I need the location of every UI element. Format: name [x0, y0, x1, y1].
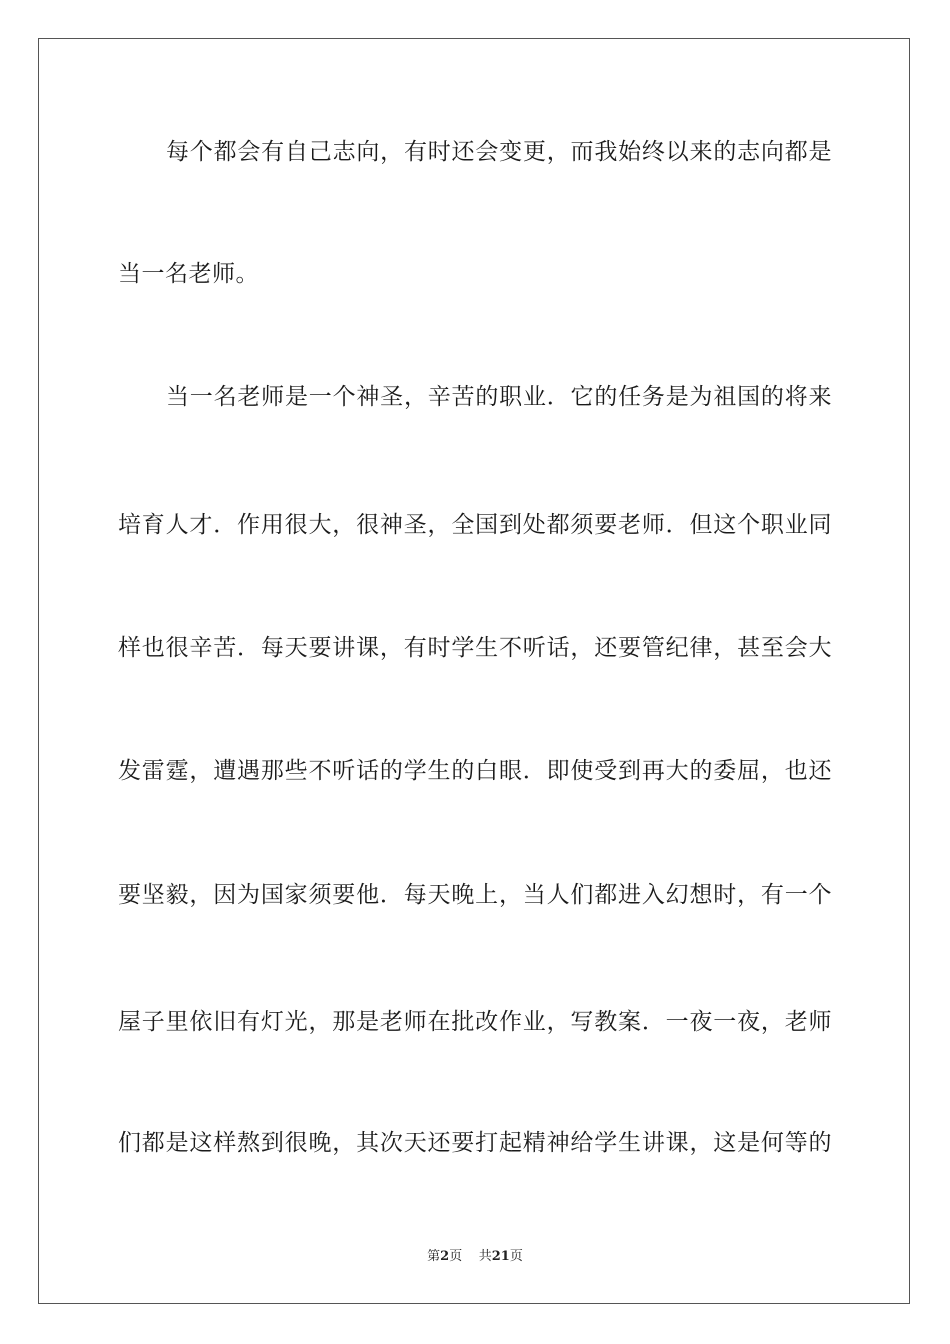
paragraph-1-line-1: 每个都会有自己志向，有时还会变更，而我始终以来的志向都是 [166, 139, 832, 165]
paragraph-1-line-2: 当一名老师。 [118, 261, 259, 287]
paragraph-2-line-7: 们都是这样熬到很晚，其次天还要打起精神给学生讲课，这是何等的 [118, 1130, 832, 1156]
footer-total-suffix: 页 [509, 1249, 523, 1264]
footer-page-suffix: 页 [449, 1249, 463, 1264]
paragraph-2-line-5: 要坚毅，因为国家须要他．每天晚上，当人们都进入幻想时，有一个 [118, 882, 832, 908]
paragraph-2-line-2: 培育人才．作用很大，很神圣，全国到处都须要老师．但这个职业同 [118, 512, 832, 538]
page-footer [0, 1248, 950, 1266]
footer-page-current: 2 [440, 1249, 450, 1264]
paragraph-2-line-4: 发雷霆，遭遇那些不听话的学生的白眼．即使受到再大的委屈，也还 [118, 758, 832, 784]
paragraph-2-line-3: 样也很辛苦．每天要讲课，有时学生不听话，还要管纪律，甚至会大 [118, 635, 832, 661]
footer-page-prefix: 第 [427, 1249, 441, 1264]
footer-total-prefix: 共 [478, 1249, 492, 1264]
footer-page-total: 21 [491, 1249, 510, 1264]
page-border [38, 38, 910, 1304]
paragraph-2-line-1: 当一名老师是一个神圣，辛苦的职业．它的任务是为祖国的将来 [166, 384, 832, 410]
paragraph-2-line-6: 屋子里依旧有灯光，那是老师在批改作业，写教案．一夜一夜，老师 [118, 1009, 832, 1035]
